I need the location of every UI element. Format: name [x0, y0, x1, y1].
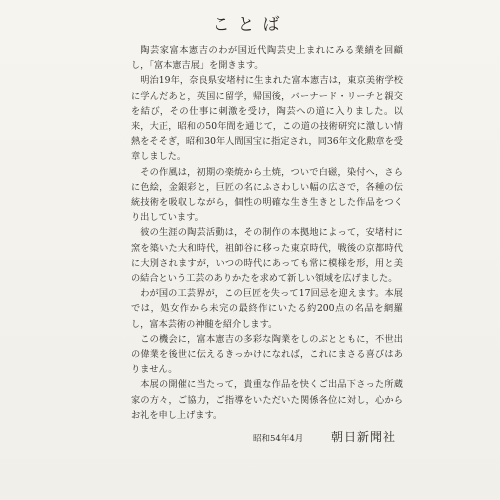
body-text: [131, 43, 403, 423]
paragraph-6: この機会に，富本憲吉の多彩な陶業をしのぶとともに，不世出の偉業を後世に伝えるきっかけになれば，これにまさる喜びはありません。: [131, 333, 403, 376]
paragraph-1: 陶芸家富本憲吉のわが国近代陶芸史上まれにみる業績を回顧し，「富本憲吉展」を開きます。: [131, 45, 403, 72]
signature-block: [0, 428, 500, 448]
date-text: 昭和54年4月: [253, 434, 304, 444]
paragraph-2: 明治19年，奈良県安堵村に生まれた富本憲吉は，東京美術学校に学んだあと，英国に留学，帰国後，バーナード・リーチと親交を結び，その仕事に刺激を受け，陶芸への道に入りました。以来，大正，昭和の50年間を通じて，この道の技術研究に激しい情熱をそそぎ，昭和30年人間国宝に指定され，同36年文化勲章を受章しました。: [131, 75, 403, 163]
paragraph-3: その作風は，初期の楽焼から土焼，ついで白磁，染付へ，さらに色絵，金銀彩と，巨匠の名にふさわしい幅の広さで，各種の伝統技術を吸収しながら，個性の明確な生き生きとした作品をつくり出しています。: [131, 166, 403, 224]
paragraph-4: 彼の生涯の陶芸活動は，その制作の本拠地によって，安堵村に窯を築いた大和時代，祖師谷に移った東京時代，戦後の京都時代に大別されますが，いつの時代にあっても常に模様を形，用と美の結合という工芸のありかたを求めて新しい領域を広げました。: [131, 227, 403, 285]
page-title: ことば: [212, 15, 288, 35]
paragraph-5: わが国の工芸界が，この巨匠を失って17回忌を迎えます。本展では，処女作から未完の最終作にいたる約200点の名品を網羅し，富本芸術の神髄を紹介します。: [131, 288, 403, 330]
paragraph-7: 本展の開催に当たって，貴重な作品を快くご出品下さった所蔵家の方々，ご協力，ご指導をいただいた関係各位に対し，心からお礼を申し上げます。: [131, 379, 403, 421]
publisher-name: 朝日新聞社: [331, 430, 397, 444]
